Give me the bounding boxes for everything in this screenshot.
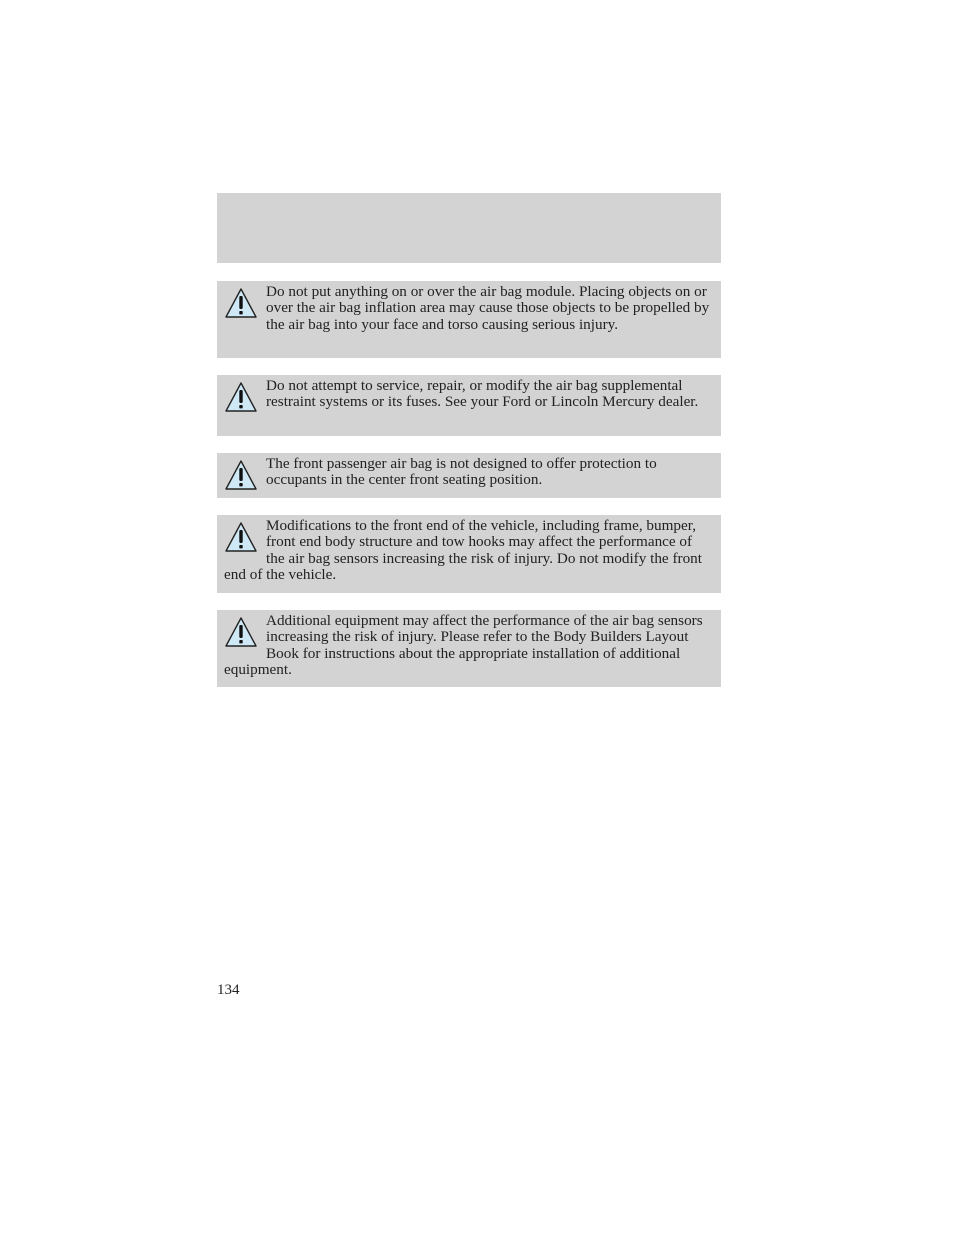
warning-box-additional-equipment — [217, 610, 721, 687]
warning-triangle-icon — [224, 287, 258, 319]
warning-triangle-icon — [224, 459, 258, 491]
warning-box-front-end-modifications — [217, 515, 721, 593]
warning-triangle-icon — [224, 521, 258, 553]
warning-triangle-icon — [224, 381, 258, 413]
warning-box-center-seat — [217, 453, 721, 498]
warning-text: Modifications to the front end of the vehicle, including frame, bumper, front end body structure and tow hooks may affect the performance of the air bag sensors increasing the risk of injury. Do not modify the front end of the vehicle. — [224, 517, 702, 584]
warning-text: The front passenger air bag is not designed to offer protection to occupants in the center front seating position. — [266, 455, 657, 489]
warning-text: Do not put anything on or over the air bag module. Placing objects on or over the air bag inflation area may cause those objects to be propelled by the air bag into your face and torso causing serious injury. — [266, 283, 710, 333]
warning-text: Additional equipment may affect the performance of the air bag sensors increasing the risk of injury. Please refer to the Body Builders Layout Book for instructions about the appropriate installation of additional equipment. — [224, 612, 703, 679]
warning-text: Do not attempt to service, repair, or modify the air bag supplemental restraint systems or its fuses. See your Ford or Lincoln Mercury dealer. — [266, 377, 699, 411]
warning-box-service-restraint — [217, 375, 721, 436]
warning-box-airbag-module — [217, 281, 721, 358]
warning-triangle-icon — [224, 616, 258, 648]
page-number: 134 — [217, 982, 240, 998]
section-header-band — [217, 193, 721, 263]
